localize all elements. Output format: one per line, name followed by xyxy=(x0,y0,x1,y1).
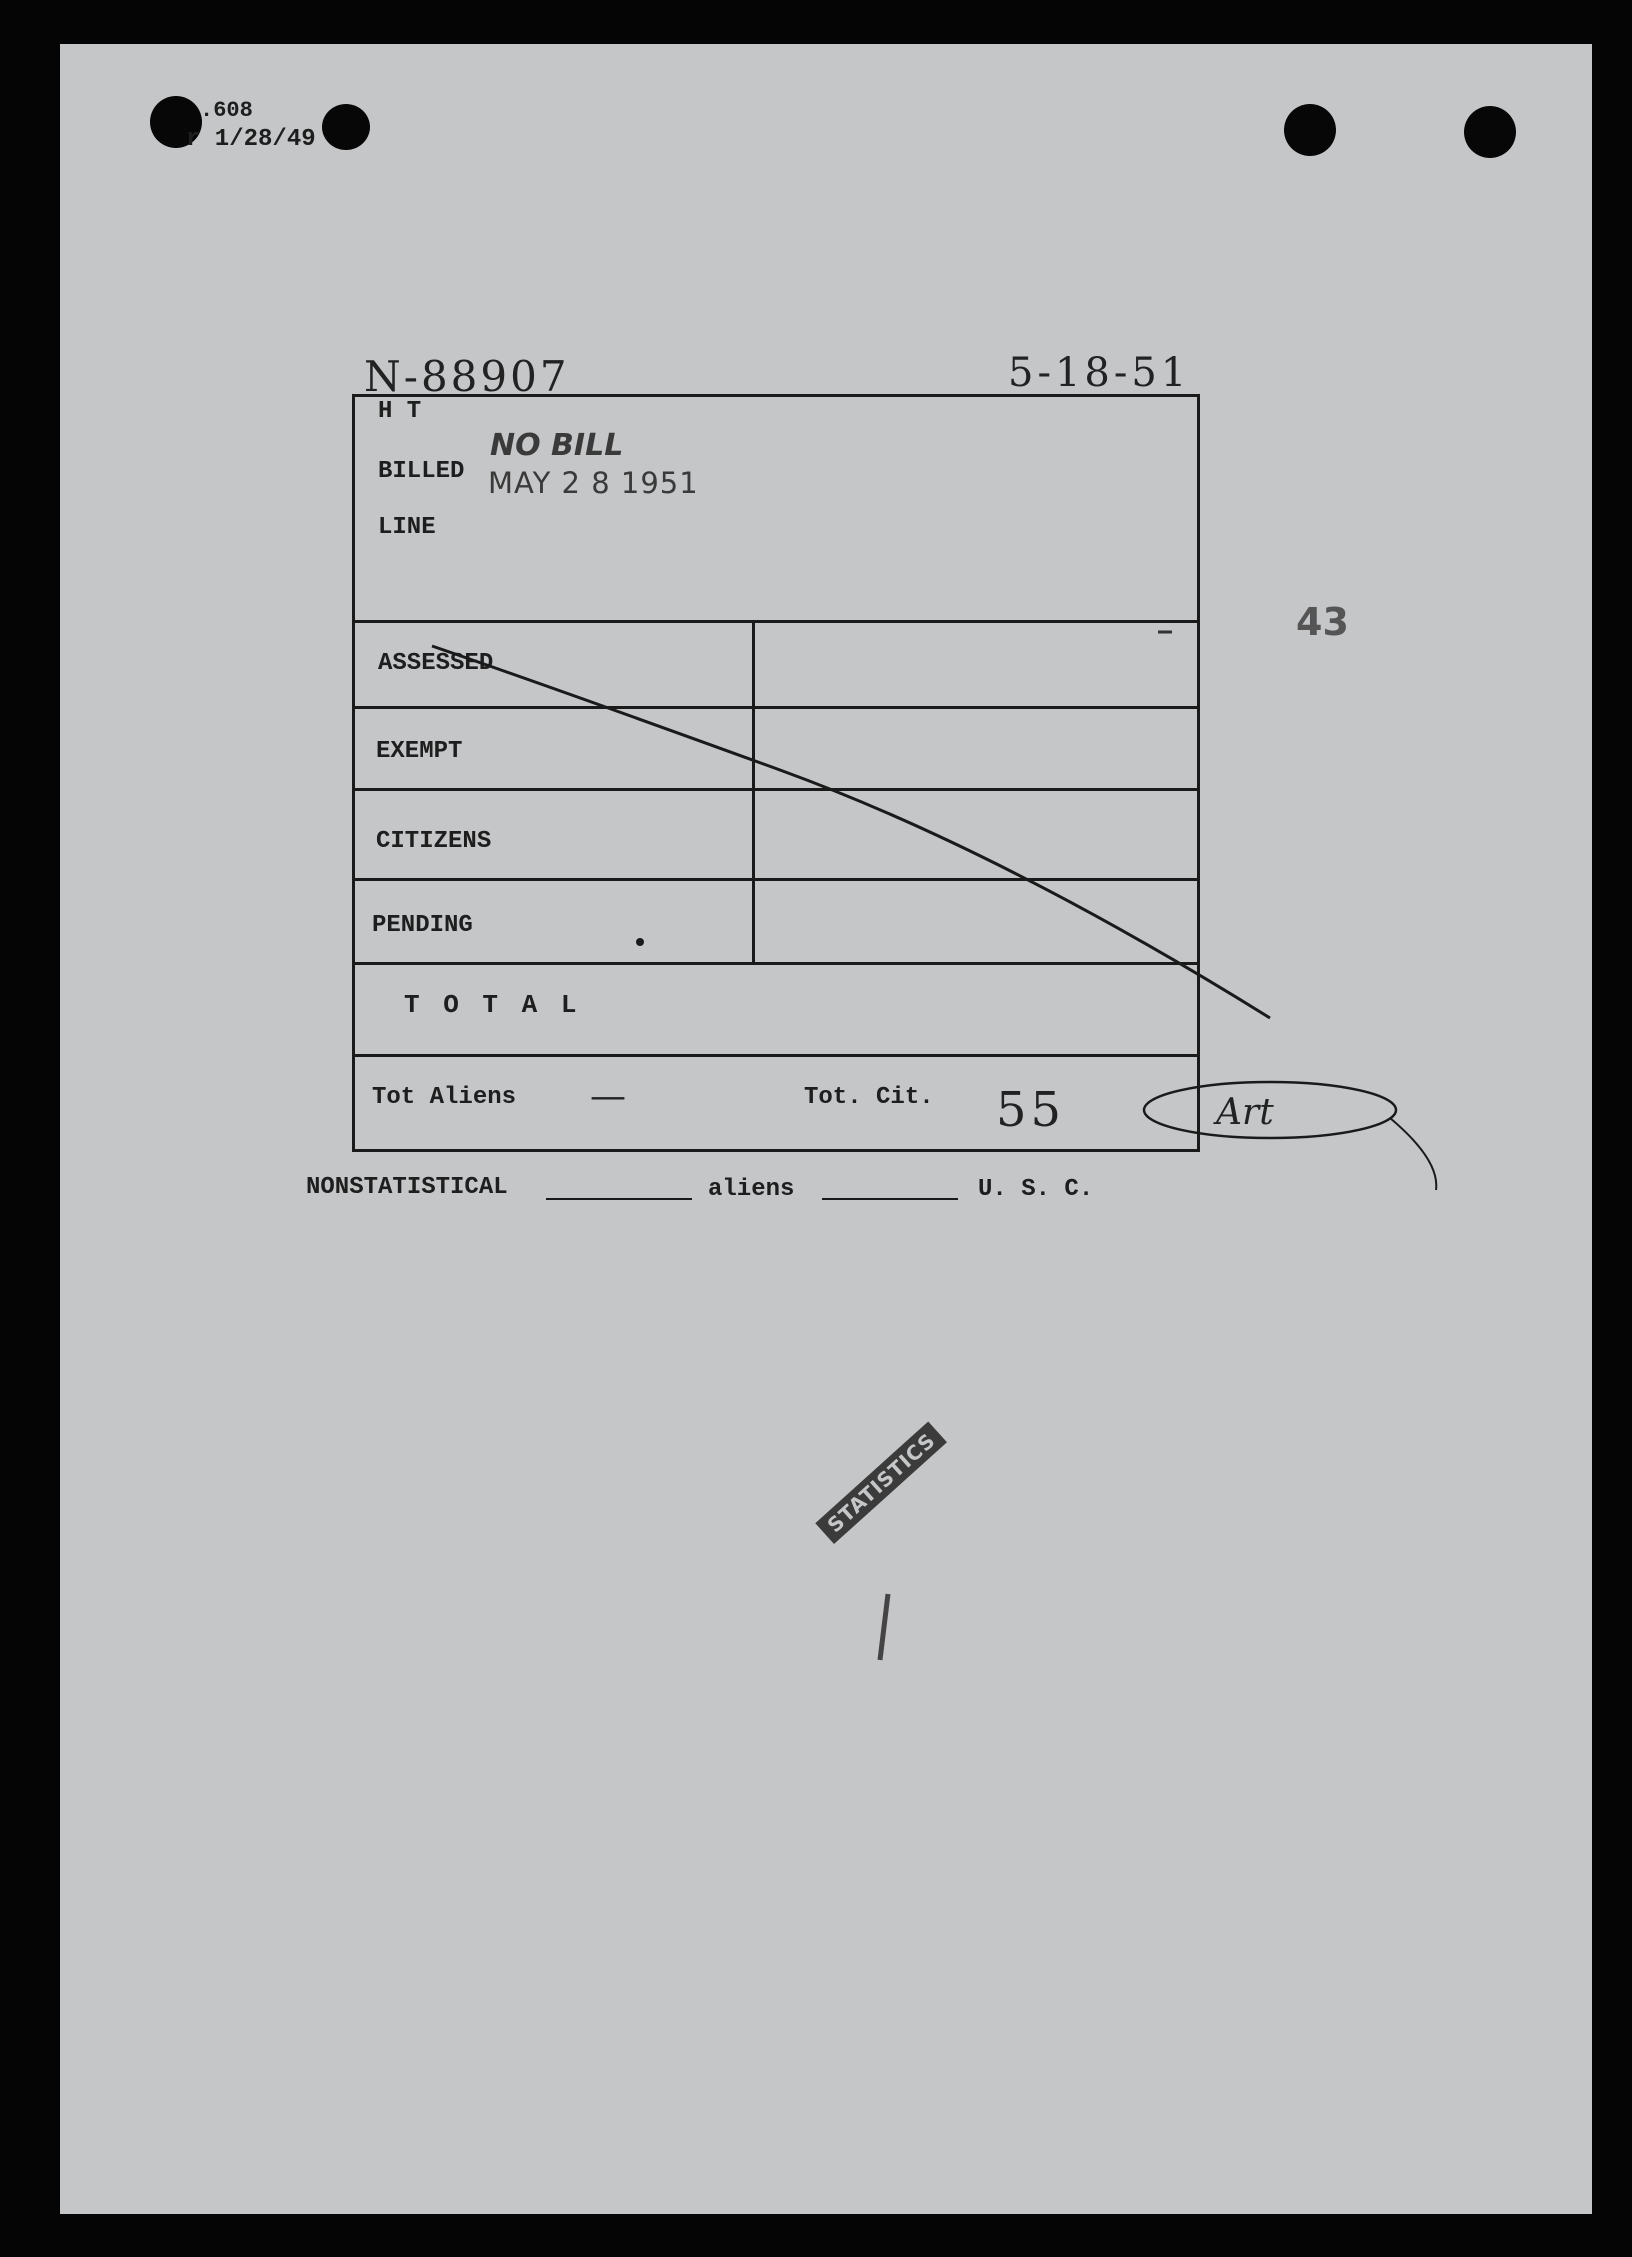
nonstatistical-label: NONSTATISTICAL xyxy=(306,1174,508,1201)
handwritten-initials: Art xyxy=(1216,1092,1274,1133)
corner-note-line2: r 1/28/49 xyxy=(186,126,316,153)
total-label: T O T A L xyxy=(404,990,581,1020)
row-label-assessed: ASSESSED xyxy=(378,650,494,677)
row-label-exempt: EXEMPT xyxy=(376,738,463,765)
usc-label: U. S. C. xyxy=(978,1176,1094,1203)
row-label-citizens: CITIZENS xyxy=(376,828,492,855)
file-number: N-88907 xyxy=(364,352,570,401)
header-date: 5-18-51 xyxy=(1008,350,1191,396)
tot-cit-label: Tot. Cit. xyxy=(804,1084,934,1111)
initials-circle xyxy=(1144,1082,1396,1138)
corner-note-line1: .608 xyxy=(200,98,253,123)
tot-aliens-value: — xyxy=(590,1076,626,1117)
row-label-pending: PENDING xyxy=(372,912,473,939)
line-label: LINE xyxy=(378,514,436,541)
statistics-stamp: STATISTICS xyxy=(815,1421,947,1544)
tot-cit-value: 55 xyxy=(996,1082,1066,1138)
dot-mark xyxy=(636,938,644,946)
cross-out-stroke xyxy=(432,646,1270,1018)
billed-label: BILLED xyxy=(378,458,465,485)
billed-date-stamp: MAY 2 8 1951 xyxy=(488,466,699,500)
tot-aliens-label: Tot Aliens xyxy=(372,1084,517,1111)
no-bill-stamp: NO BILL xyxy=(490,428,624,463)
ht-label: H T xyxy=(378,398,422,425)
aliens-label: aliens xyxy=(708,1176,795,1203)
stamp-tick xyxy=(880,1594,888,1660)
initials-tail xyxy=(1390,1118,1436,1190)
side-number: 43 xyxy=(1296,600,1349,644)
